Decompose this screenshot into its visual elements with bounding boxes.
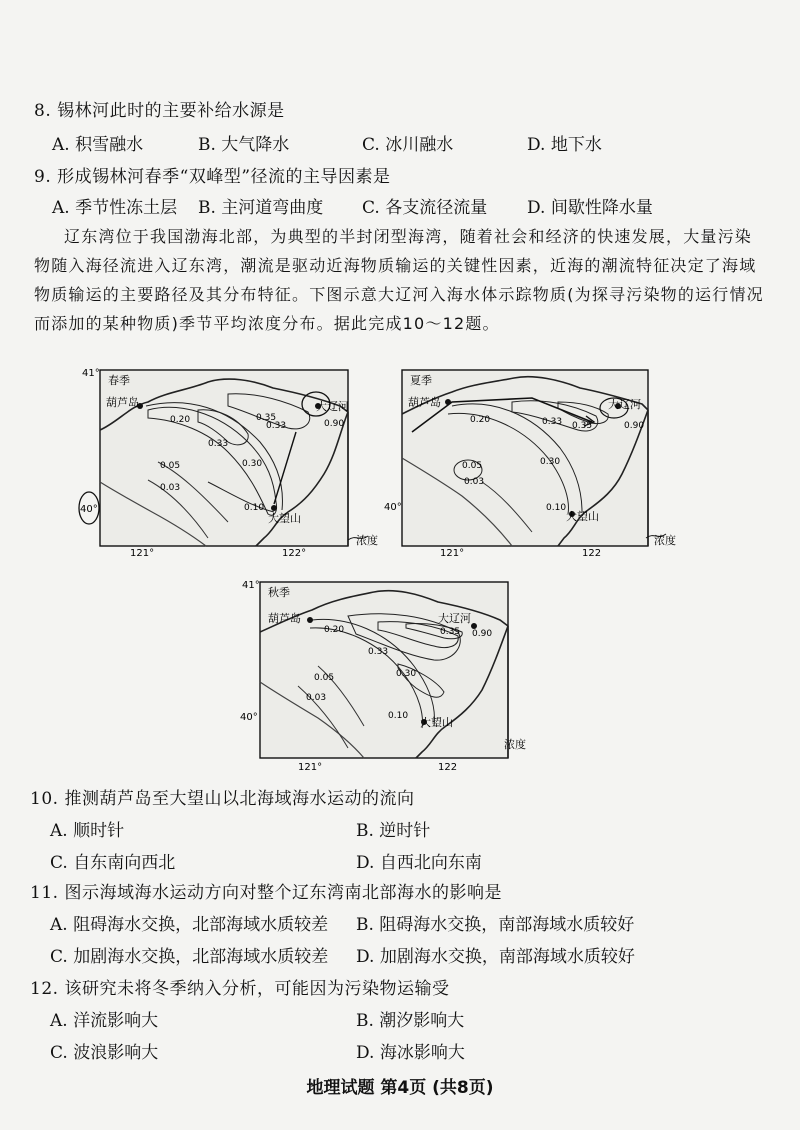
spring-lat-bottom: 40°: [80, 504, 98, 515]
autumn-c-020: 0.20: [324, 625, 345, 635]
spring-c-090: 0.90: [324, 419, 345, 429]
q9-stem: 9. 形成锡林河春季“双峰型”径流的主导因素是: [34, 167, 391, 187]
q12-option-a: A. 洋流影响大: [50, 1011, 159, 1031]
spring-lon-right: 122°: [282, 548, 307, 559]
summer-c-003: 0.03: [464, 477, 485, 487]
q11-option-b: B. 阻碍海水交换，南部海域水质较好: [356, 915, 635, 935]
autumn-lon-left: 121°: [298, 762, 323, 773]
spring-c-003: 0.03: [160, 483, 181, 493]
q11-option-d: D. 加剧海水交换，南部海域水质较好: [356, 947, 635, 967]
q8-stem: 8. 锡林河此时的主要补给水源是: [34, 101, 285, 121]
spring-legend: 浓度: [356, 534, 378, 547]
page-footer: 地理试题 第4页 (共8页): [306, 1078, 494, 1098]
summer-lon-right: 122: [582, 548, 602, 559]
summer-map: [382, 362, 694, 562]
summer-c-090: 0.90: [624, 421, 645, 431]
autumn-map: [238, 576, 548, 776]
autumn-c-003: 0.03: [306, 693, 327, 703]
summer-lon-left: 121°: [440, 548, 465, 559]
intro-text: 辽东湾位于我国渤海北部，为典型的半封闭型海湾，随着社会和经济的快速发展，大量污染物随入海径流进入辽东湾，潮流是驱动近海物质输运的关键性因素，近海的潮流特征决定了海域物质输运的主要路径及其分布特征。下图示意大辽河入海水体示踪物质(为探寻污染物的运行情况而添加的某种物质)季节平均浓度分布。据此完成10～12题。: [34, 227, 764, 333]
spring-c-005: 0.05: [160, 461, 181, 471]
q10-option-c: C. 自东南向西北: [50, 853, 176, 873]
intro-paragraph: [34, 222, 769, 338]
autumn-c-035: 0.35: [440, 627, 461, 637]
q12-option-b: B. 潮汐影响大: [356, 1011, 465, 1031]
q11-option-a: A. 阻碍海水交换，北部海域水质较差: [50, 915, 329, 935]
summer-place-s: 大望山: [566, 510, 599, 523]
q10-option-b: B. 逆时针: [356, 821, 431, 841]
spring-place-e: 大辽河: [316, 400, 349, 413]
spring-lat-top: 41°: [82, 368, 100, 379]
q9-option-a: A. 季节性冻土层: [52, 198, 178, 218]
summer-c-035: 0.35: [572, 421, 593, 431]
summer-place-e: 大辽河: [608, 398, 641, 411]
autumn-c-005: 0.05: [314, 673, 335, 683]
autumn-c-010: 0.10: [388, 711, 409, 721]
q9-option-b: B. 主河道弯曲度: [198, 198, 324, 218]
autumn-c-090: 0.90: [472, 629, 493, 639]
spring-c-035: 0.35: [256, 413, 277, 423]
spring-c-020: 0.20: [170, 415, 191, 425]
spring-c-033a: 0.33: [266, 421, 287, 431]
summer-c-010: 0.10: [546, 503, 567, 513]
autumn-lon-right: 122: [438, 762, 458, 773]
q8-option-c: C. 冰川融水: [362, 135, 454, 155]
q8-option-a: A. 积雪融水: [52, 135, 144, 155]
spring-season: 春季: [108, 374, 130, 387]
spring-c-033b: 0.33: [208, 439, 229, 449]
summer-season: 夏季: [410, 374, 432, 387]
q8-option-d: D. 地下水: [527, 135, 602, 155]
q9-option-c: C. 各支流径流量: [362, 198, 488, 218]
spring-lon-left: 121°: [130, 548, 155, 559]
q11-option-c: C. 加剧海水交换，北部海域水质较差: [50, 947, 329, 967]
autumn-place-w: 葫芦岛: [268, 612, 301, 625]
autumn-lat-bottom: 40°: [240, 712, 258, 723]
summer-lat-bottom: 40°: [384, 502, 402, 513]
summer-c-033: 0.33: [542, 417, 563, 427]
autumn-season: 秋季: [268, 586, 290, 599]
q12-option-c: C. 波浪影响大: [50, 1043, 159, 1063]
summer-c-005: 0.05: [462, 461, 483, 471]
summer-legend: 浓度: [654, 534, 676, 547]
spring-place-w: 葫芦岛: [106, 396, 139, 409]
q10-stem: 10. 推测葫芦岛至大望山以北海域海水运动的流向: [30, 789, 415, 809]
q12-stem: 12. 该研究未将冬季纳入分析，可能因为污染物运输受: [30, 979, 450, 999]
autumn-c-030: 0.30: [396, 669, 417, 679]
autumn-c-033: 0.33: [368, 647, 389, 657]
q10-option-a: A. 顺时针: [50, 821, 125, 841]
autumn-legend: 浓度: [504, 738, 526, 751]
spring-place-s: 大望山: [268, 512, 301, 525]
q10-option-d: D. 自西北向东南: [356, 853, 482, 873]
q12-option-d: D. 海冰影响大: [356, 1043, 465, 1063]
summer-c-020: 0.20: [470, 415, 491, 425]
spring-c-010: 0.10: [244, 503, 265, 513]
spring-c-030: 0.30: [242, 459, 263, 469]
q8-option-b: B. 大气降水: [198, 135, 290, 155]
summer-c-030: 0.30: [540, 457, 561, 467]
autumn-place-e: 大辽河: [438, 612, 471, 625]
autumn-place-s: 大望山: [420, 716, 453, 729]
q9-option-d: D. 间歇性降水量: [527, 198, 653, 218]
q11-stem: 11. 图示海域海水运动方向对整个辽东湾南北部海水的影响是: [30, 883, 502, 903]
summer-place-w: 葫芦岛: [408, 396, 441, 409]
autumn-lat-top: 41°: [242, 580, 260, 591]
spring-map: [78, 362, 388, 562]
